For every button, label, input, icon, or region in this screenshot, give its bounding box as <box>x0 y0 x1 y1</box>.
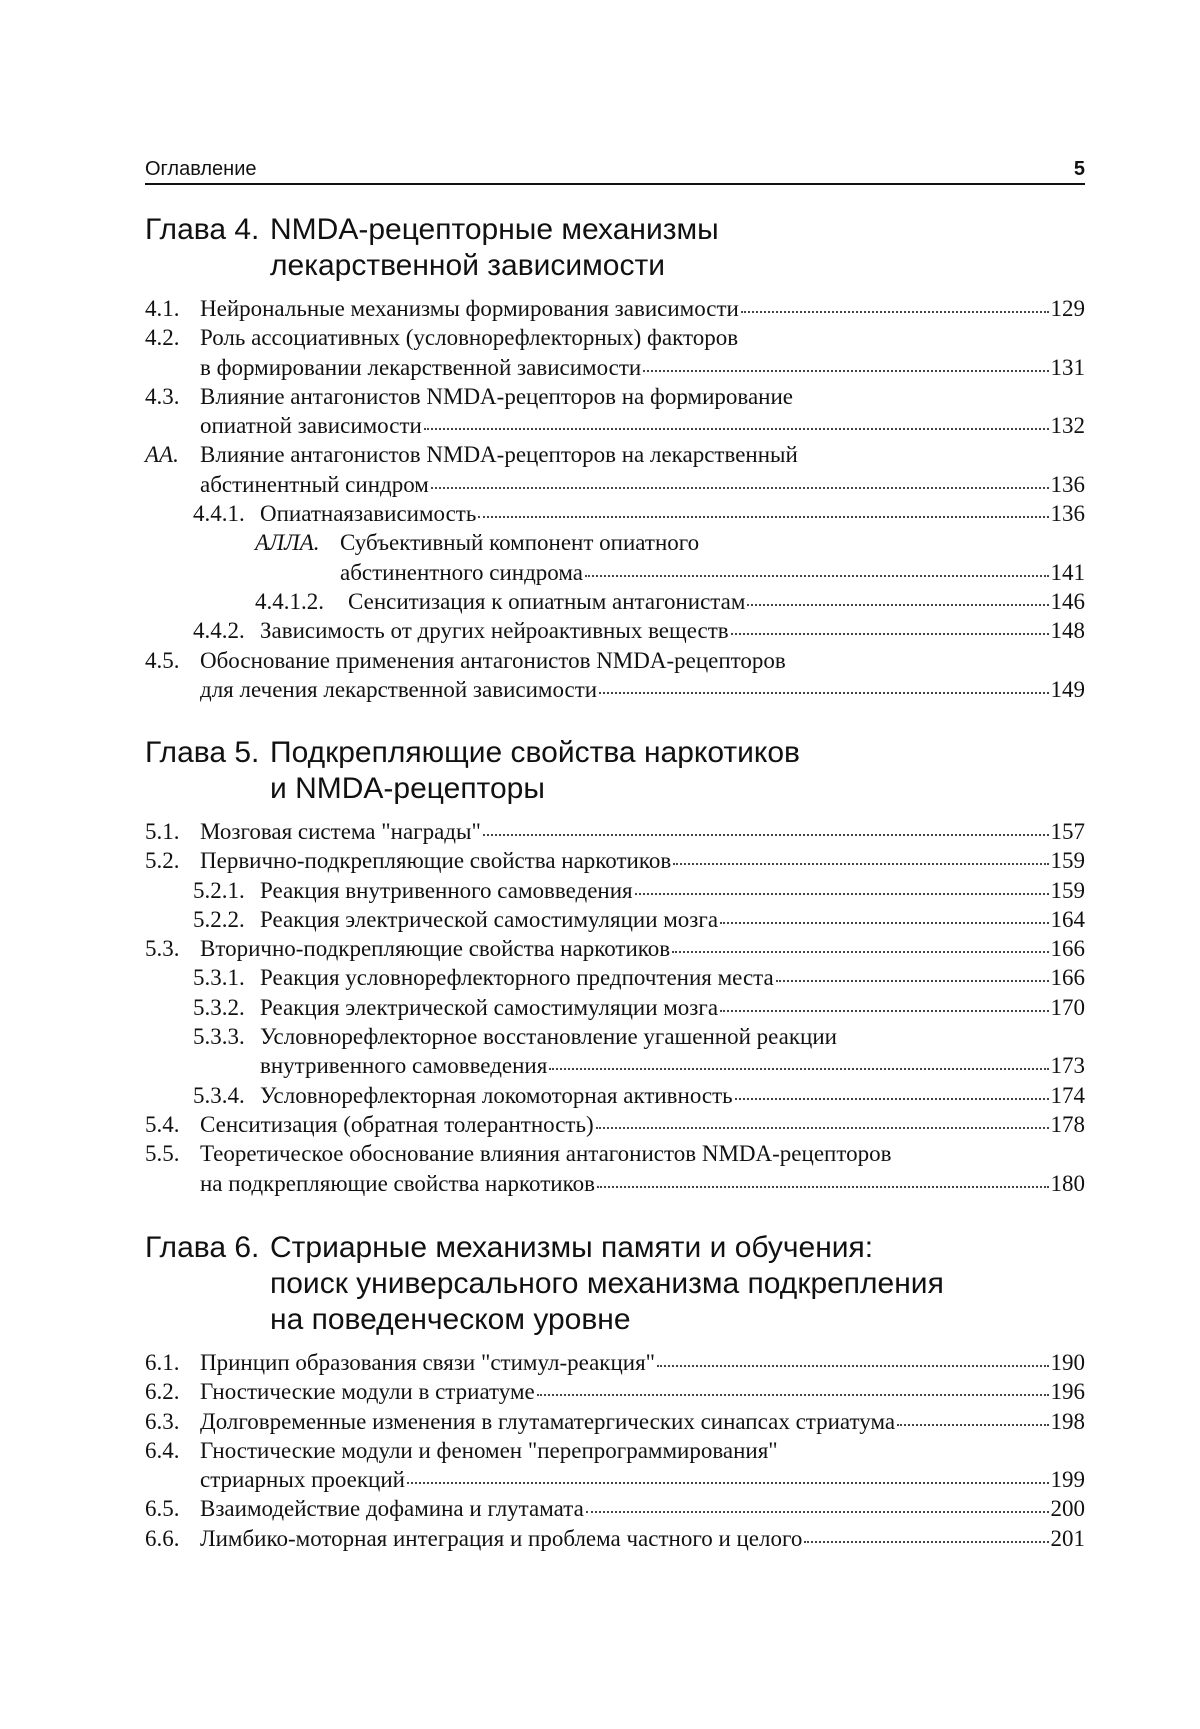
running-title: Оглавление <box>145 158 257 180</box>
leader-dots <box>549 1068 1048 1070</box>
leader-dots <box>731 633 1049 635</box>
leader-dots <box>657 1365 1048 1367</box>
page-ref: 131 <box>1050 354 1085 380</box>
page-ref: 159 <box>1050 877 1085 903</box>
leader-dots <box>643 370 1048 372</box>
leader-dots <box>635 893 1049 895</box>
leader-dots <box>720 1010 1048 1012</box>
toc-entry[interactable]: 4.3. Влияние антагонистов NMDA-рецепторов на формирование опиатной зависимости 132 <box>145 382 1085 441</box>
chapter-label: Глава 4. <box>145 213 260 246</box>
chapter-heading <box>145 735 1085 807</box>
page-header <box>145 155 1085 185</box>
leader-dots <box>597 1186 1049 1188</box>
toc-entry[interactable]: 5.2.2. Реакция электрической самостимуляции мозга 164 <box>145 905 1085 934</box>
page-ref: 201 <box>1050 1525 1085 1551</box>
toc-entry[interactable]: 6.5. Взаимодействие дофамина и глутамата 200 <box>145 1494 1085 1523</box>
page-ref: 136 <box>1050 471 1085 497</box>
toc-entry[interactable]: 6.6. Лимбико-моторная интеграция и проблема частного и целого 201 <box>145 1524 1085 1553</box>
leader-dots <box>407 1482 1049 1484</box>
page-ref: 166 <box>1050 965 1085 991</box>
toc-entry[interactable]: 5.3.4. Условнорефлекторная локомоторная активность 174 <box>145 1081 1085 1110</box>
toc-entry[interactable]: 4.5. Обоснование применения антагонистов NMDA-рецепторов для лечения лекарственной зависимости 149 <box>145 646 1085 705</box>
page-ref: 178 <box>1050 1111 1085 1137</box>
page-ref: 157 <box>1050 819 1085 844</box>
toc-entry[interactable]: 6.3. Долговременные изменения в глутаматергических синапсах стриатума 198 <box>145 1407 1085 1436</box>
leader-dots <box>747 604 1048 606</box>
chapter-title: NMDA-рецепторные механизмы лекарственной зависимости <box>270 213 719 282</box>
page-number: 5 <box>1073 158 1085 180</box>
page-ref: 199 <box>1050 1467 1085 1493</box>
toc-entry[interactable]: 6.2. Гностические модули в стриатуме 196 <box>145 1377 1085 1406</box>
toc-entry[interactable]: 5.3. Вторично-подкрепляющие свойства наркотиков 166 <box>145 934 1085 963</box>
page-ref: 198 <box>1050 1408 1085 1434</box>
toc-entry[interactable]: 6.1. Принцип образования связи "стимул-реакция" 190 <box>145 1348 1085 1377</box>
leader-dots <box>720 922 1048 924</box>
toc-entry[interactable]: 4.4.1.2. Сенситизация к опиатным антагонистам 146 <box>145 587 1085 616</box>
toc-entry[interactable]: 5.1. Мозговая система "награды" 157 <box>145 817 1085 846</box>
chapter-6 <box>145 1230 1085 1553</box>
toc-entry[interactable]: 5.3.1. Реакция условнорефлекторного предпочтения места 166 <box>145 963 1085 992</box>
leader-dots <box>424 428 1049 430</box>
page-ref: 180 <box>1050 1170 1085 1196</box>
toc-entry[interactable]: АЛЛА. Субъективный компонент опиатного абстинентного синдрома 141 <box>145 528 1085 587</box>
chapter-heading <box>145 1230 1085 1338</box>
toc-entry[interactable]: 5.3.3. Условнорефлекторное восстановление угашенной реакции внутривенного самовведения 173 <box>145 1022 1085 1081</box>
chapter-label: Глава 5. <box>145 736 260 769</box>
page-ref: 200 <box>1050 1496 1085 1522</box>
toc-entry[interactable]: 4.1. Нейрональные механизмы формирования зависимости 129 <box>145 294 1085 323</box>
page-ref: 170 <box>1050 994 1085 1020</box>
toc-entry[interactable]: 5.2. Первично-подкрепляющие свойства наркотиков 159 <box>145 846 1085 875</box>
toc-entry[interactable]: 4.4.1. Опиатнаязависимость 136 <box>145 499 1085 528</box>
chapter-5 <box>145 735 1085 1198</box>
leader-dots <box>804 1541 1048 1543</box>
chapter-title: Подкрепляющие свойства наркотиков и NMDA-рецепторы <box>270 736 800 805</box>
page-ref: 190 <box>1050 1350 1085 1375</box>
page-ref: 164 <box>1050 906 1085 932</box>
leader-dots <box>596 1127 1049 1129</box>
toc-entry[interactable]: 5.4. Сенситизация (обратная толерантность) 178 <box>145 1110 1085 1139</box>
page-ref: 159 <box>1050 848 1085 874</box>
leader-dots <box>585 575 1049 577</box>
leader-dots <box>776 980 1049 982</box>
chapter-4 <box>145 212 1085 704</box>
leader-dots <box>537 1394 1049 1396</box>
leader-dots <box>897 1424 1048 1426</box>
toc-entry[interactable]: 6.4. Гностические модули и феномен "перепрограммирования" стриарных проекций 199 <box>145 1436 1085 1495</box>
toc-entry[interactable]: АА. Влияние антагонистов NMDA-рецепторов на лекарственный абстинентный синдром 136 <box>145 440 1085 499</box>
leader-dots <box>741 311 1049 313</box>
page-ref: 129 <box>1050 296 1085 321</box>
page-ref: 173 <box>1050 1053 1085 1079</box>
chapter-title: Стриарные механизмы памяти и обучения: поиск универсального механизма подкрепления на поведенческом уровне <box>270 1231 944 1336</box>
page-ref: 148 <box>1050 618 1085 644</box>
toc-entry[interactable]: 5.3.2. Реакция электрической самостимуляции мозга 170 <box>145 993 1085 1022</box>
page-ref: 132 <box>1050 413 1085 439</box>
leader-dots <box>599 692 1048 694</box>
toc-entry[interactable]: 5.2.1. Реакция внутривенного самовведения 159 <box>145 876 1085 905</box>
leader-dots <box>586 1511 1049 1513</box>
page-ref: 149 <box>1050 676 1085 702</box>
leader-dots <box>673 863 1048 865</box>
leader-dots <box>478 516 1048 518</box>
page-ref: 196 <box>1050 1379 1085 1405</box>
page-ref: 146 <box>1050 588 1085 614</box>
leader-dots <box>672 951 1048 953</box>
page-ref: 166 <box>1050 936 1085 962</box>
page-ref: 174 <box>1050 1082 1085 1108</box>
leader-dots <box>483 834 1049 836</box>
page-ref: 136 <box>1050 501 1085 527</box>
chapter-heading <box>145 212 1085 284</box>
page-ref: 141 <box>1050 559 1085 585</box>
leader-dots <box>431 487 1049 489</box>
toc-entry[interactable]: 4.4.2. Зависимость от других нейроактивных веществ 148 <box>145 616 1085 645</box>
leader-dots <box>735 1098 1049 1100</box>
toc-entry[interactable]: 5.5. Теоретическое обоснование влияния антагонистов NMDA-рецепторов на подкрепляющие свойства наркотиков 180 <box>145 1139 1085 1198</box>
chapter-label: Глава 6. <box>145 1231 260 1264</box>
toc-entry[interactable]: 4.2. Роль ассоциативных (условнорефлекторных) факторов в формировании лекарственной зависимости 131 <box>145 323 1085 382</box>
